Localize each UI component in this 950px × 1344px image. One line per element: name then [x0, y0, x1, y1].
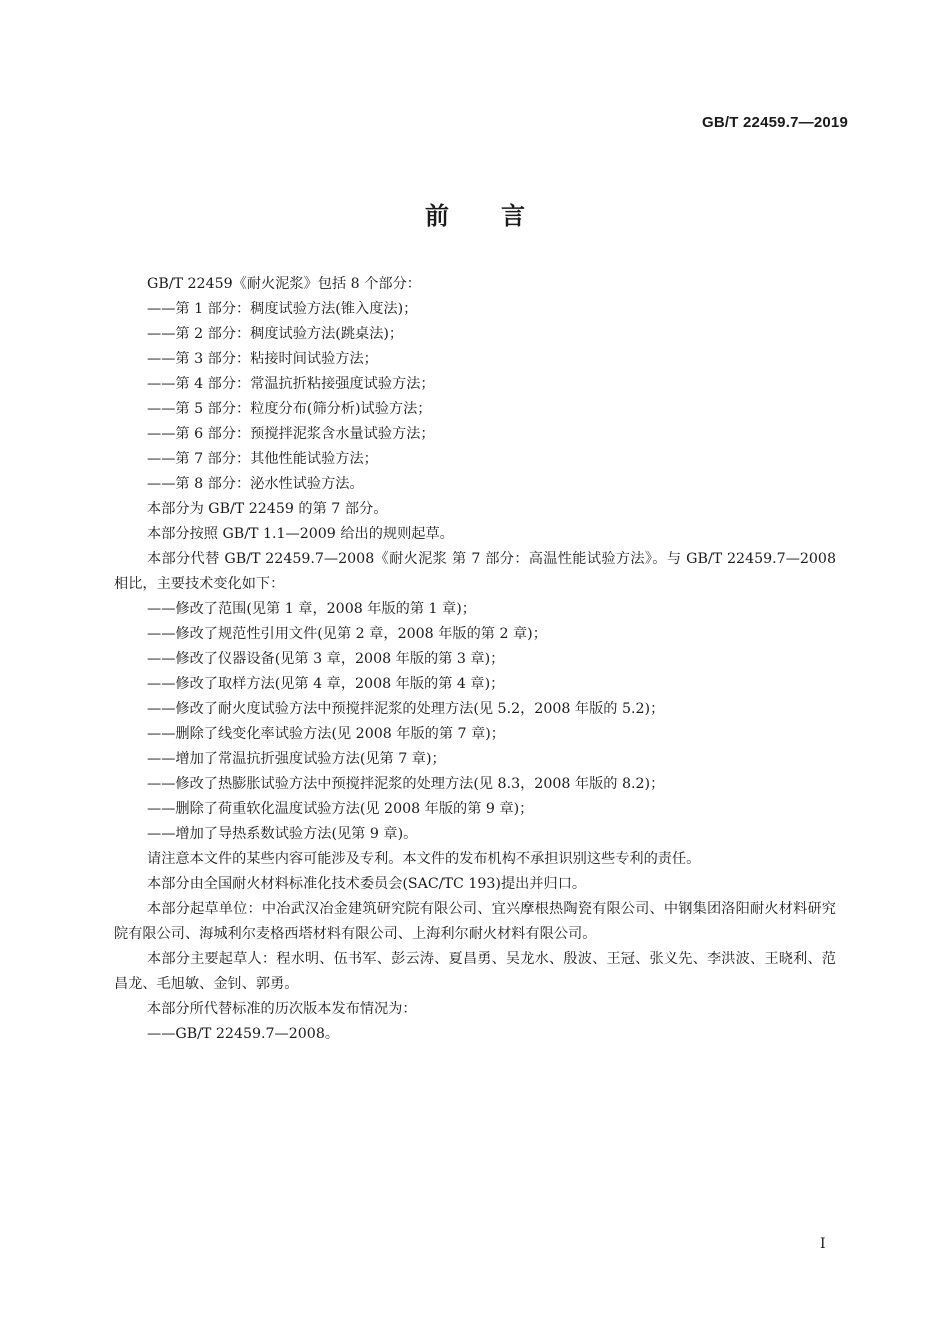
standard-code: GB/T 22459.7—2019 — [702, 114, 848, 131]
intro-paragraph: GB/T 22459《耐火泥浆》包括 8 个部分： — [147, 276, 421, 292]
part-item: ——第 4 部分：常温抗折粘接强度试验方法； — [147, 376, 435, 392]
part-item: ——第 2 部分：稠度试验方法(跳桌法)； — [147, 326, 404, 342]
change-item: ——修改了取样方法(见第 4 章，2008 年版的第 4 章)； — [147, 676, 505, 692]
history-item: ——GB/T 22459.7—2008。 — [147, 1026, 340, 1042]
change-item: ——增加了导热系数试验方法(见第 9 章)。 — [147, 826, 418, 842]
change-item: ——删除了线变化率试验方法(见 2008 年版的第 7 章)； — [147, 726, 505, 742]
part-item: ——第 7 部分：其他性能试验方法； — [147, 451, 378, 467]
change-item: ——修改了仪器设备(见第 3 章，2008 年版的第 3 章)； — [147, 651, 505, 667]
change-item: ——删除了荷重软化温度试验方法(见 2008 年版的第 9 章)； — [147, 801, 534, 817]
drafting-units: 本部分起草单位：中冶武汉冶金建筑研究院有限公司、宜兴摩根热陶瓷有限公司、中钢集团洛阳耐火材料研究院有限公司、海城利尔麦格西塔材料有限公司、上海利尔耐火材料有限公司。 — [114, 901, 836, 942]
part-item: ——第 1 部分：稠度试验方法(锥入度法)； — [147, 301, 418, 317]
change-item: ——增加了常温抗折强度试验方法(见第 7 章)； — [147, 751, 446, 767]
replacement-paragraph: 本部分代替 GB/T 22459.7—2008《耐火泥浆 第 7 部分：高温性能试验方法》。与 GB/T 22459.7—2008 相比，主要技术变化如下： — [114, 551, 836, 592]
drafters: 本部分主要起草人：程水明、伍书军、彭云涛、夏昌勇、吴龙水、殷波、王冠、张义先、李洪波、王晓利、范昌龙、毛旭敏、金钊、郭勇。 — [114, 951, 836, 992]
patent-note: 请注意本文件的某些内容可能涉及专利。本文件的发布机构不承担识别这些专利的责任。 — [147, 851, 701, 867]
change-item: ——修改了热膨胀试验方法中预搅拌泥浆的处理方法(见 8.3，2008 年版的 8.2)； — [147, 776, 665, 792]
part-item: ——第 6 部分：预搅拌泥浆含水量试验方法； — [147, 426, 435, 442]
foreword-body — [114, 272, 836, 1047]
statement-part-number: 本部分为 GB/T 22459 的第 7 部分。 — [147, 501, 388, 517]
part-item: ——第 5 部分：粒度分布(筛分析)试验方法； — [147, 401, 432, 417]
part-item: ——第 8 部分：泌水性试验方法。 — [147, 476, 364, 492]
page-title: 前言 — [425, 201, 577, 230]
proposed-by: 本部分由全国耐火材料标准化技术委员会(SAC/TC 193)提出并归口。 — [147, 876, 587, 892]
statement-drafting-rules: 本部分按照 GB/T 1.1—2009 给出的规则起草。 — [147, 526, 454, 542]
page-number: I — [820, 1236, 826, 1252]
change-item: ——修改了耐火度试验方法中预搅拌泥浆的处理方法(见 5.2，2008 年版的 5.2)； — [147, 701, 665, 717]
change-item: ——修改了规范性引用文件(见第 2 章，2008 年版的第 2 章)； — [147, 626, 547, 642]
change-item: ——修改了范围(见第 1 章，2008 年版的第 1 章)； — [147, 601, 476, 617]
part-item: ——第 3 部分：粘接时间试验方法； — [147, 351, 378, 367]
history-intro: 本部分所代替标准的历次版本发布情况为： — [147, 1001, 417, 1017]
